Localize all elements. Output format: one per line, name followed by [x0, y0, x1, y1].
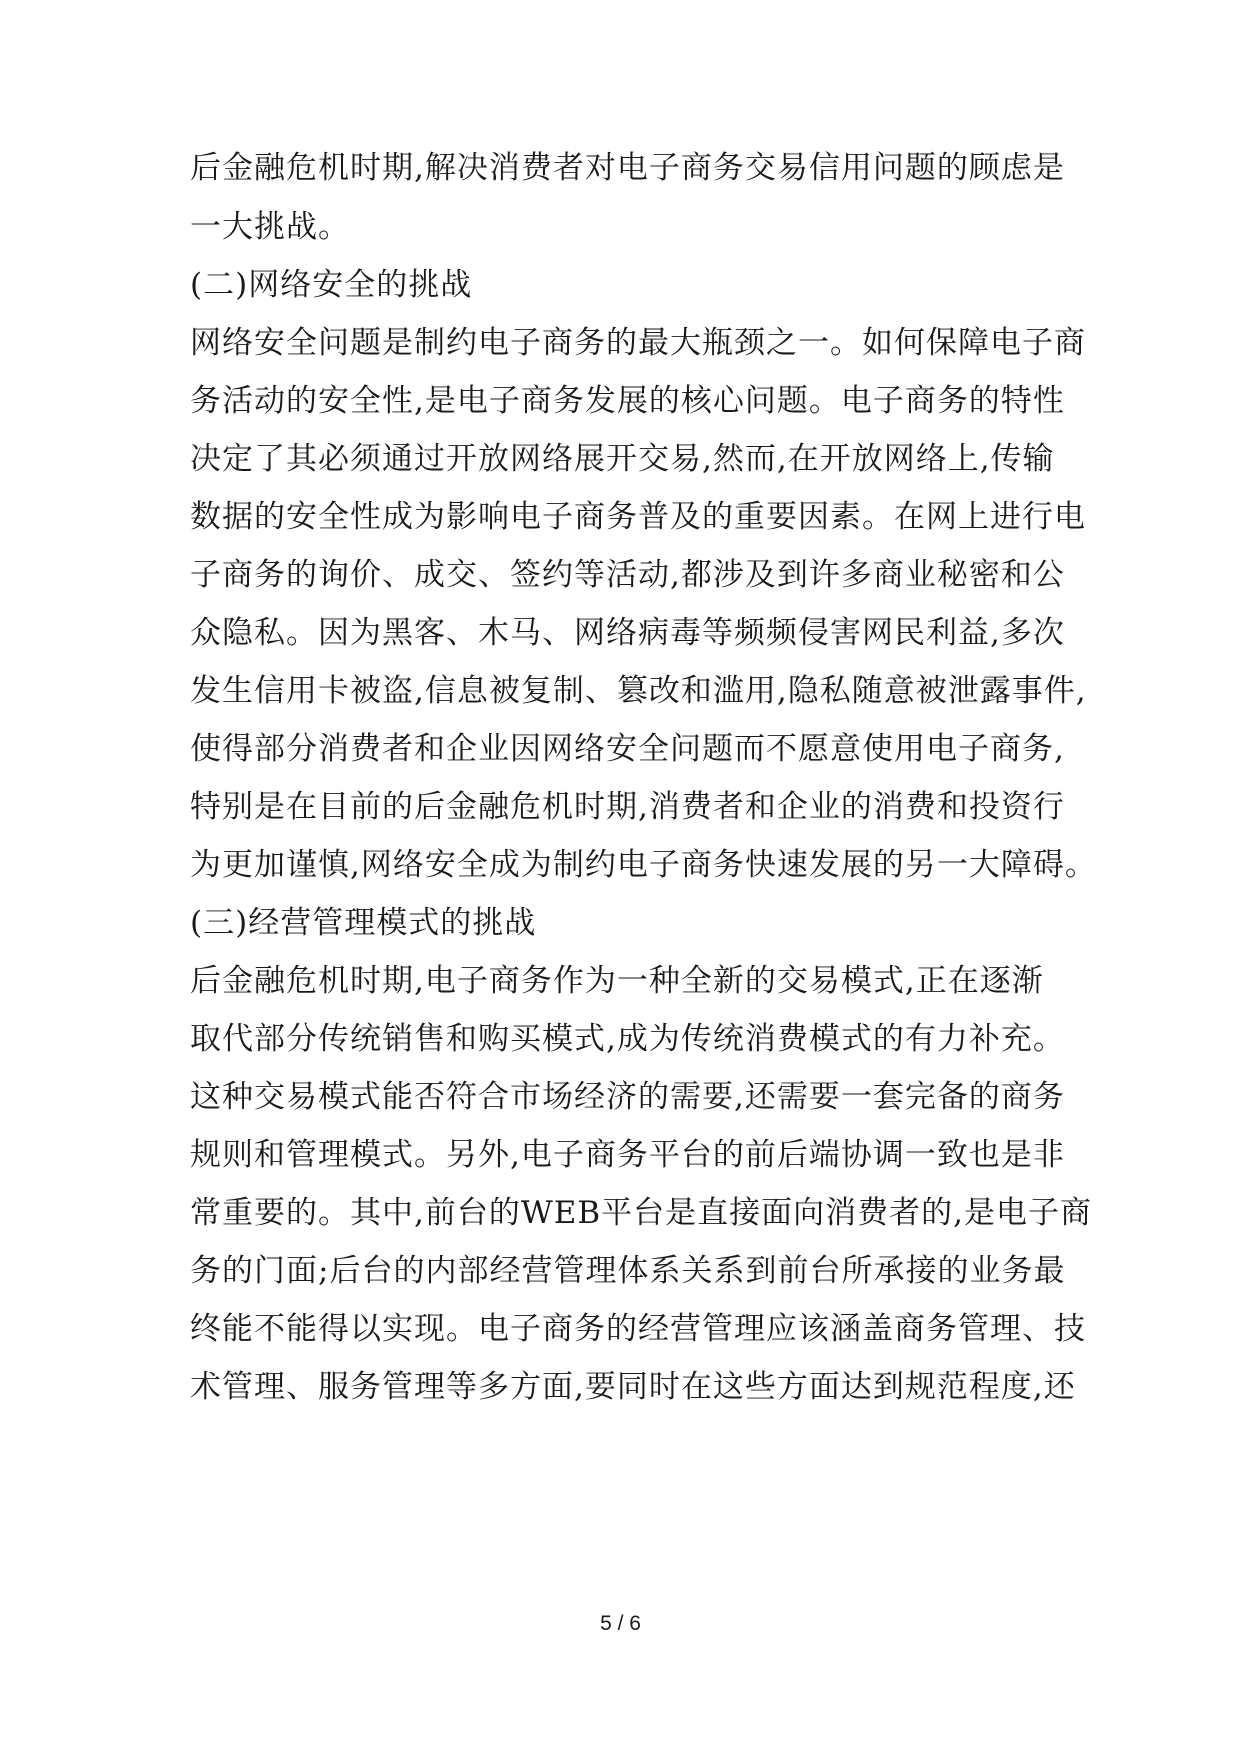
- text-line: 后金融危机时期,解决消费者对电子商务交易信用问题的顾虑是: [190, 150, 1065, 186]
- text-line: 一大挑战。: [190, 209, 350, 245]
- section-heading: (二)网络安全的挑战: [190, 267, 473, 303]
- text-line: 务的门面;后台的内部经营管理体系关系到前台所承接的业务最: [190, 1253, 1066, 1289]
- text-line: 术管理、服务管理等多方面,要同时在这些方面达到规范程度,还: [190, 1369, 1076, 1405]
- page-number: 5 / 6: [600, 1612, 641, 1635]
- text-line: 这种交易模式能否符合市场经济的需要,还需要一套完备的商务: [190, 1079, 1065, 1115]
- text-line: 取代部分传统销售和购买模式,成为传统消费模式的有力补充。: [190, 1021, 1065, 1057]
- text-line: 常重要的。其中,前台的WEB平台是直接面向消费者的,是电子商: [190, 1195, 1092, 1231]
- text-line: 决定了其必须通过开放网络展开交易,然而,在开放网络上,传输: [190, 441, 1055, 477]
- text-line: 发生信用卡被盗,信息被复制、篡改和滥用,隐私随意被泄露事件,: [190, 673, 1087, 709]
- text-line: 务活动的安全性,是电子商务发展的核心问题。电子商务的特性: [190, 383, 1065, 419]
- text-line: 使得部分消费者和企业因网络安全问题而不愿意使用电子商务,: [190, 731, 1065, 767]
- text-line: 规则和管理模式。另外,电子商务平台的前后端协调一致也是非: [190, 1137, 1065, 1173]
- text-line: 为更加谨慎,网络安全成为制约电子商务快速发展的另一大障碍。: [190, 847, 1097, 883]
- text-line: 终能不能得以实现。电子商务的经营管理应该涵盖商务管理、技: [190, 1311, 1086, 1347]
- text-line: 网络安全问题是制约电子商务的最大瓶颈之一。如何保障电子商: [190, 325, 1086, 361]
- text-line: 众隐私。因为黑客、木马、网络病毒等频频侵害网民利益,多次: [190, 615, 1065, 651]
- text-line: 数据的安全性成为影响电子商务普及的重要因素。在网上进行电: [190, 499, 1086, 535]
- text-line: 特别是在目前的后金融危机时期,消费者和企业的消费和投资行: [190, 789, 1065, 825]
- text-line: 后金融危机时期,电子商务作为一种全新的交易模式,正在逐渐: [190, 963, 1044, 999]
- section-heading: (三)经营管理模式的挑战: [190, 905, 537, 941]
- text-line: 子商务的询价、成交、签约等活动,都涉及到许多商业秘密和公: [190, 557, 1065, 593]
